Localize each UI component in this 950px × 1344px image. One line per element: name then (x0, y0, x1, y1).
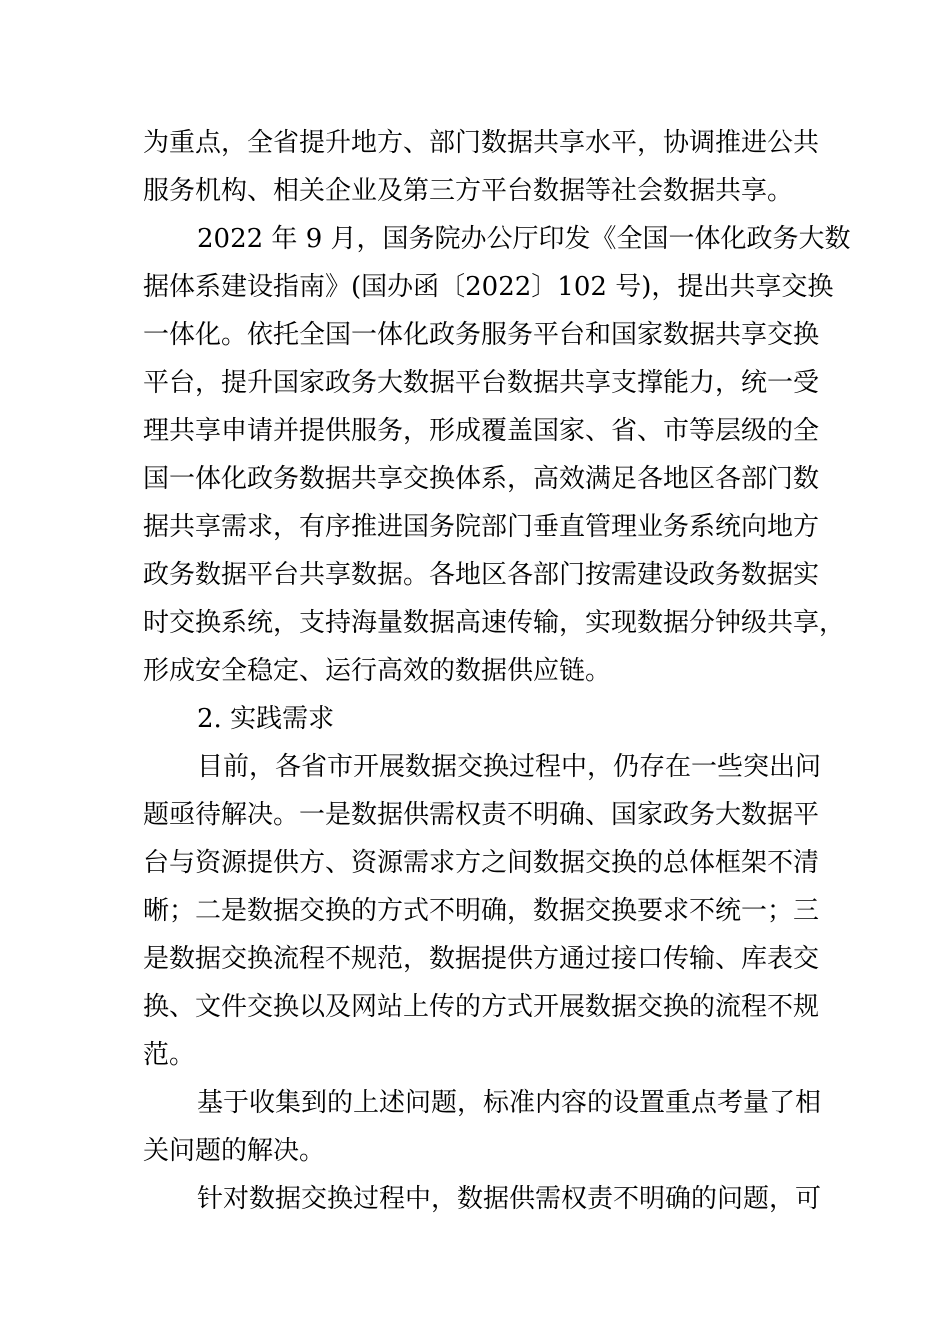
text-line: 针对数据交换过程中，数据供需权责不明确的问题，可 (197, 1184, 822, 1214)
text-line: 据体系建设指南》(国办函〔2022〕102 号)，提出共享交换 (143, 272, 834, 302)
paragraph (143, 743, 822, 1079)
text-line: 2. 实践需求 (197, 704, 335, 734)
text-line: 晰；二是数据交换的方式不明确，数据交换要求不统一；三 (143, 896, 820, 926)
text-line: 2022 年 9 月，国务院办公厅印发《全国一体化政务大数 (197, 224, 851, 254)
text-line: 关问题的解决。 (143, 1136, 326, 1166)
text-line: 为重点，全省提升地方、部门数据共享水平，协调推进公共 (143, 128, 820, 158)
text-line: 理共享申请并提供服务，形成覆盖国家、省、市等层级的全 (143, 416, 820, 446)
paragraph (143, 119, 820, 215)
text-line: 题亟待解决。一是数据供需权责不明确、国家政务大数据平 (143, 800, 820, 830)
section-heading (143, 695, 805, 743)
paragraph (143, 1079, 822, 1175)
document-page (143, 119, 851, 1223)
text-line: 范。 (143, 1040, 196, 1070)
text-line: 平台，提升国家政务大数据平台数据共享支撑能力，统一受 (143, 368, 820, 398)
text-line: 目前，各省市开展数据交换过程中，仍存在一些突出问 (197, 752, 822, 782)
paragraph (143, 215, 851, 695)
text-line: 服务机构、相关企业及第三方平台数据等社会数据共享。 (143, 176, 794, 206)
text-line: 形成安全稳定、运行高效的数据供应链。 (143, 656, 612, 686)
text-line: 是数据交换流程不规范，数据提供方通过接口传输、库表交 (143, 944, 820, 974)
text-line: 换、文件交换以及网站上传的方式开展数据交换的流程不规 (143, 992, 820, 1022)
text-line: 基于收集到的上述问题，标准内容的设置重点考量了相 (197, 1088, 822, 1118)
text-line: 台与资源提供方、资源需求方之间数据交换的总体框架不清 (143, 848, 820, 878)
text-line: 时交换系统，支持海量数据高速传输，实现数据分钟级共享， (143, 608, 846, 638)
text-line: 一体化。依托全国一体化政务服务平台和国家数据共享交换 (143, 320, 820, 350)
text-line: 国一体化政务数据共享交换体系，高效满足各地区各部门数 (143, 464, 820, 494)
text-line: 政务数据平台共享数据。各地区各部门按需建设政务数据实 (143, 560, 820, 590)
paragraph (143, 1175, 822, 1223)
text-line: 据共享需求，有序推进国务院部门垂直管理业务系统向地方 (143, 512, 820, 542)
